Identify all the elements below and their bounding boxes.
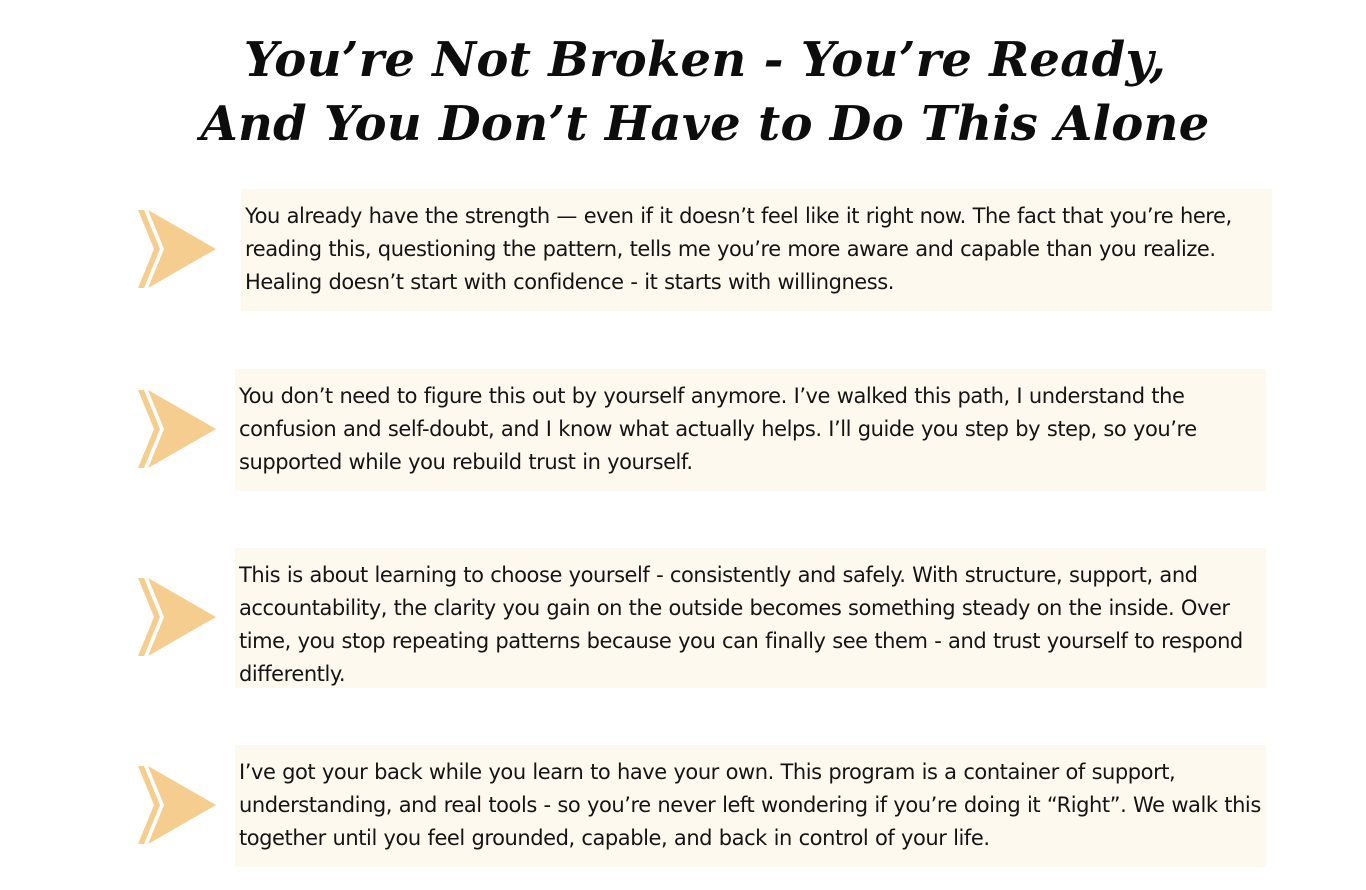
chevron-arrow-icon xyxy=(138,578,218,658)
page-title xyxy=(0,28,1366,156)
chevron-arrow-icon xyxy=(138,390,218,470)
title-line-2: And You Don’t Have to Do This Alone xyxy=(200,96,1210,152)
item-card xyxy=(235,745,1266,867)
chevron-arrow-icon xyxy=(138,766,218,846)
item-card xyxy=(235,548,1266,688)
item-text: You don’t need to figure this out by yourself anymore. I’ve walked this path, I understand the confusion and self-doubt, and I know what actually helps. I’ll guide you step by step, so you’re supported while you rebuild trust in yourself. xyxy=(239,384,1197,474)
chevron-arrow-icon xyxy=(138,210,218,290)
item-text: I’ve got your back while you learn to have your own. This program is a container of support, understanding, and real tools - so you’re never left wondering if you’re doing it “Right”. We walk this together until you feel grounded, capable, and back in control of your life. xyxy=(239,760,1261,850)
item-card xyxy=(235,369,1266,491)
item-card xyxy=(241,189,1272,311)
item-text: This is about learning to choose yourself - consistently and safely. With structure, support, and accountability, the clarity you gain on the outside becomes something steady on the inside. Over time, you stop repeating patterns because you can finally see them - and trust yourself to respond differently. xyxy=(239,563,1243,686)
item-text: You already have the strength — even if it doesn’t feel like it right now. The fact that you’re here, reading this, questioning the pattern, tells me you’re more aware and capable than you realize. Healing doesn’t start with confidence - it starts with willingness. xyxy=(245,204,1232,294)
title-line-1: You’re Not Broken - You’re Ready, xyxy=(243,32,1167,88)
